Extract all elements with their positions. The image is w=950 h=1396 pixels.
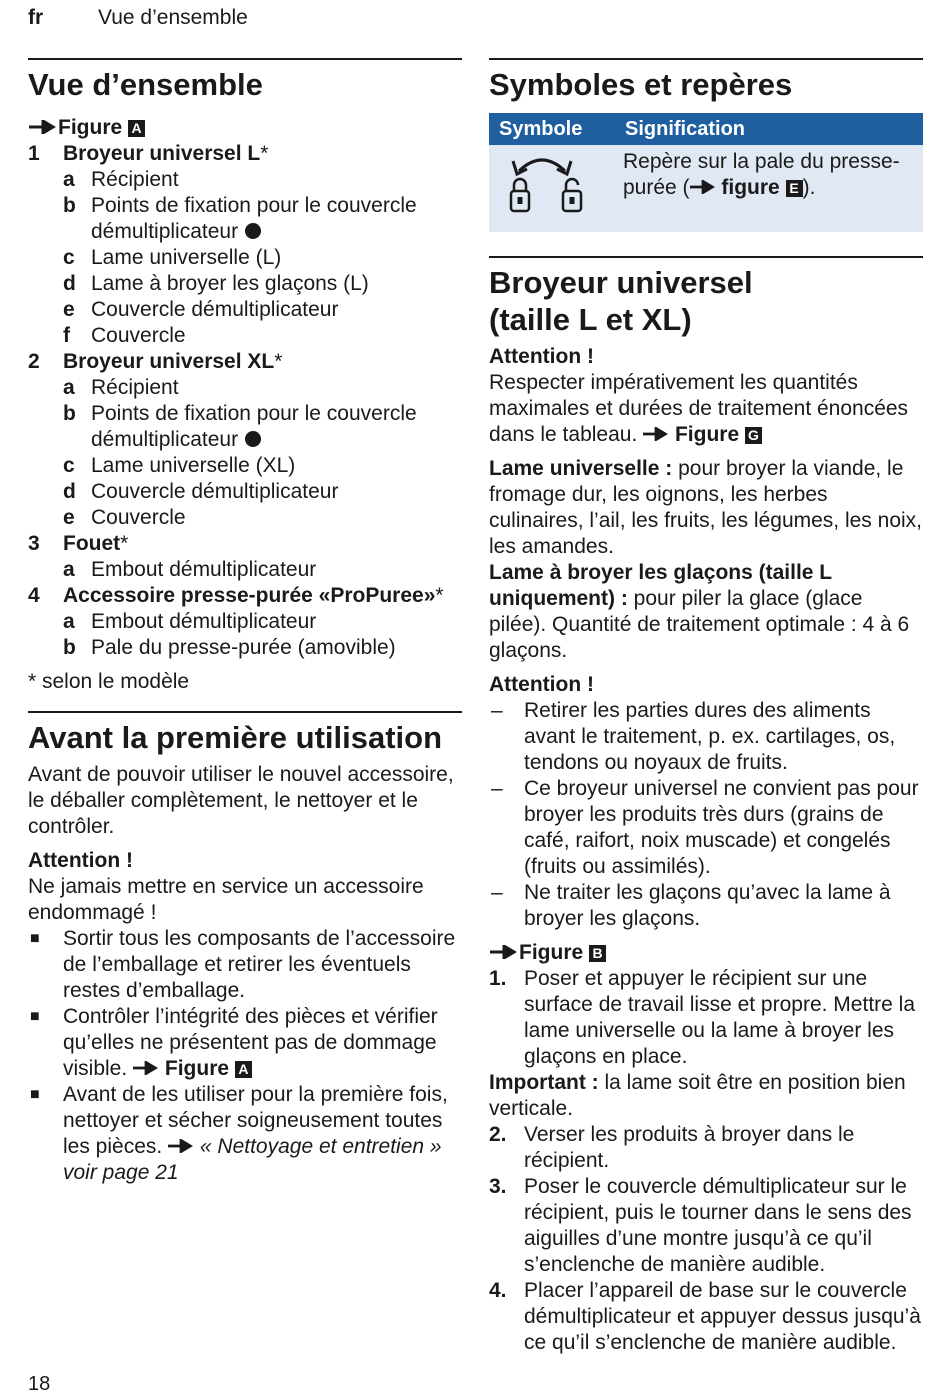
- section-rule: [489, 58, 923, 60]
- page-header: [28, 6, 248, 30]
- overview-item: [28, 583, 462, 609]
- overview-subitem: [28, 453, 462, 479]
- subitem-letter: a: [63, 376, 75, 399]
- arrow-right-icon: [133, 1061, 159, 1075]
- arrow-right-icon: [168, 1139, 194, 1153]
- subitem-letter: c: [63, 454, 75, 477]
- subitem-letter: a: [63, 610, 75, 633]
- dash-item: [489, 776, 923, 880]
- attention-text: Ne jamais mettre en service un accessoire endommagé !: [28, 875, 424, 924]
- overview-subitem: [28, 375, 462, 401]
- subitem-text: Récipient: [91, 376, 179, 399]
- symbols-title: Symboles et repères: [489, 67, 793, 102]
- item-number: 2: [28, 350, 40, 373]
- subitem-letter: d: [63, 272, 76, 295]
- left-column: [28, 58, 462, 1186]
- bullet-text: Contrôler l’intégrité des pièces et vérifier qu’elles ne présentent pas de dommage visible.: [63, 1005, 438, 1080]
- dash-text: Retirer les parties dures des aliments avant le traitement, p. ex. cartilages, os, tendons ou noyaux de fruits.: [524, 699, 896, 774]
- subitem-text: Embout démultiplicateur: [91, 558, 317, 581]
- overview-subitem: [28, 401, 462, 453]
- blade1-paragraph: Lame universelle : pour broyer la viande, le fromage dur, les oignons, les herbes culinaires, l’ail, les fruits, les légumes, les noix, les amandes.: [489, 457, 923, 558]
- figure-letter-badge: A: [235, 1061, 252, 1078]
- overview-subitem: [28, 193, 462, 245]
- attention-dash-list: [489, 698, 923, 932]
- footnote: * selon le modèle: [28, 670, 190, 693]
- overview-subitem: [28, 245, 462, 271]
- cross-reference: « Nettoyage et entretien » voir page 21: [63, 1135, 442, 1184]
- item-number: 4: [28, 584, 40, 607]
- overview-subitem: [28, 609, 462, 635]
- symbol-column-header: Symbole: [489, 113, 615, 145]
- dash-item: [489, 880, 923, 932]
- dash-text: Ce broyeur universel ne convient pas pour broyer les produits très durs (grains de café, raifort, noix muscade) et congelés (fruits ou assimilés).: [524, 777, 919, 878]
- fixation-dot-icon: [238, 220, 262, 243]
- overview-subitem: [28, 557, 462, 583]
- symbol-cell: [489, 145, 615, 232]
- page-number: 18: [28, 1373, 51, 1395]
- subitem-text: Embout démultiplicateur: [91, 610, 317, 633]
- important-note: Important : la lame soit être en position bien verticale.: [489, 1071, 906, 1120]
- subitem-letter: b: [63, 194, 76, 217]
- overview-item: [28, 531, 462, 557]
- attention-label: Attention !: [28, 849, 133, 872]
- subitem-text: Lame universelle (XL): [91, 454, 296, 477]
- dash-marker: –: [491, 777, 503, 800]
- figure-reference: Figure A: [28, 115, 462, 141]
- overview-subitem: [28, 297, 462, 323]
- figure-letter-badge: E: [786, 180, 803, 197]
- overview-subitem: [28, 167, 462, 193]
- subitem-text: Points de fixation pour le couvercle démultiplicateur: [91, 194, 417, 243]
- section-rule: [28, 711, 462, 713]
- step-item: 3. Poser le couvercle démultiplicateur sur le récipient, puis le tourner dans le sens des aiguilles d’une montre jusqu’à ce qu’il s’enclenche de manière audible.: [489, 1175, 912, 1276]
- bullet-item: [28, 926, 462, 1004]
- item-label: Broyeur universel XL: [63, 350, 275, 373]
- subitem-letter: f: [63, 324, 70, 347]
- overview-title: Vue d’ensemble: [28, 67, 263, 102]
- overview-subitem: [28, 323, 462, 349]
- item-number: 3: [28, 532, 40, 555]
- subitem-text: Points de fixation pour le couvercle démultiplicateur: [91, 402, 417, 451]
- meaning-cell: Repère sur la pale du presse-purée ( figure E ).: [615, 145, 923, 232]
- dash-marker: –: [491, 699, 503, 722]
- subitem-letter: e: [63, 506, 75, 529]
- section-rule: [489, 256, 923, 258]
- figure-letter-badge: B: [589, 945, 606, 962]
- overview-list: [28, 141, 462, 661]
- dash-text: Ne traiter les glaçons qu’avec la lame à broyer les glaçons.: [524, 881, 891, 930]
- lock-unlock-rotate-icon: [497, 149, 587, 217]
- bullet-square-icon: ■: [30, 930, 40, 947]
- subitem-text: Lame à broyer les glaçons (L): [91, 272, 369, 295]
- symbols-table: [489, 113, 923, 232]
- overview-subitem: [28, 505, 462, 531]
- figure-letter-badge: G: [745, 427, 762, 444]
- fixation-dot-icon: [238, 428, 262, 451]
- attention-label: Attention !: [489, 345, 594, 368]
- subitem-text: Couvercle: [91, 324, 186, 347]
- section-header: Vue d’ensemble: [98, 6, 248, 29]
- meaning-column-header: Signification: [615, 113, 923, 145]
- subitem-letter: b: [63, 636, 76, 659]
- first-use-bullets: [28, 926, 462, 1186]
- item-mark: *: [120, 532, 129, 555]
- item-mark: *: [274, 350, 283, 373]
- language-tag: fr: [28, 6, 44, 29]
- item-number: 1: [28, 142, 40, 165]
- dash-marker: –: [491, 881, 503, 904]
- figure-label: Figure: [164, 1057, 230, 1080]
- dash-item: [489, 698, 923, 776]
- arrow-right-icon: [690, 180, 716, 194]
- bullet-item: [28, 1082, 462, 1186]
- arrow-right-icon: [489, 945, 519, 959]
- subitem-text: Couvercle démultiplicateur: [91, 480, 339, 503]
- first-use-title: Avant la première utilisation: [28, 720, 443, 755]
- blade2-paragraph: Lame à broyer les glaçons (taille L uniquement) : pour piler la glace (glace pilée). Quantité de traitement optimale : 4 à 6 glaçons.: [489, 561, 910, 662]
- item-mark: *: [435, 584, 444, 607]
- overview-item: [28, 141, 462, 167]
- bullet-item: [28, 1004, 462, 1082]
- step-item: 4. Placer l’appareil de base sur le couvercle démultiplicateur et appuyer dessus jusqu’à ce qu’il s’enclenche de manière audible.: [489, 1279, 921, 1354]
- figure-reference: Figure B: [489, 940, 923, 966]
- item-label: Accessoire presse-purée «ProPuree»: [63, 584, 436, 607]
- first-use-intro: Avant de pouvoir utiliser le nouvel accessoire, le déballer complètement, le nettoyer et le contrôler.: [28, 763, 454, 838]
- subitem-letter: e: [63, 298, 75, 321]
- bullet-text: Avant de les utiliser pour la première fois, nettoyer et sécher soigneusement toutes les pièces.: [63, 1083, 448, 1158]
- subitem-text: Couvercle démultiplicateur: [91, 298, 339, 321]
- bullet-text: Sortir tous les composants de l’accessoire de l’emballage et retirer les éventuels restes d’emballage.: [63, 927, 456, 1002]
- subitem-text: Lame universelle (L): [91, 246, 282, 269]
- subitem-text: Récipient: [91, 168, 179, 191]
- item-label: Broyeur universel L: [63, 142, 261, 165]
- right-column: [489, 58, 923, 1356]
- item-mark: *: [260, 142, 269, 165]
- attention-label: Attention !: [489, 673, 594, 696]
- subitem-letter: a: [63, 168, 75, 191]
- subitem-letter: a: [63, 558, 75, 581]
- overview-subitem: [28, 271, 462, 297]
- step-item: 2. Verser les produits à broyer dans le récipient.: [489, 1123, 855, 1172]
- arrow-right-icon: [28, 120, 58, 134]
- step-item: 1. Poser et appuyer le récipient sur une surface de travail lisse et propre. Mettre la lame universelle ou la lame à broyer les glaçons en place.: [489, 967, 916, 1068]
- bullet-square-icon: ■: [30, 1008, 40, 1025]
- subitem-letter: c: [63, 246, 75, 269]
- overview-subitem: [28, 635, 462, 661]
- subitem-letter: d: [63, 480, 76, 503]
- grinder-title: Broyeur universel (taille L et XL): [489, 265, 753, 337]
- bullet-square-icon: ■: [30, 1086, 40, 1103]
- section-rule: [28, 58, 462, 60]
- attention-text: Respecter impérativement les quantités maximales et durées de traitement énoncées dans le tableau. Figure G: [489, 371, 909, 446]
- arrow-right-icon: [643, 427, 669, 441]
- overview-subitem: [28, 479, 462, 505]
- subitem-text: Couvercle: [91, 506, 186, 529]
- figure-letter-badge: A: [128, 120, 145, 137]
- overview-item: [28, 349, 462, 375]
- item-label: Fouet: [63, 532, 121, 555]
- subitem-letter: b: [63, 402, 76, 425]
- subitem-text: Pale du presse-purée (amovible): [91, 636, 396, 659]
